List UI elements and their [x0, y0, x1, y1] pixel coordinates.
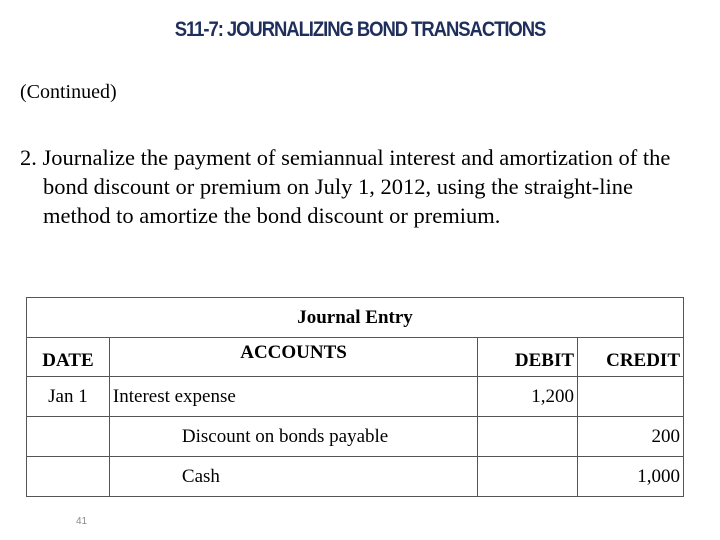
table-row [27, 417, 684, 457]
table-header-row [27, 338, 684, 377]
instruction-text: 2. Journalize the payment of semiannual interest and amortization of the bond discount or premium on July 1, 2012, using the straight-line method to amortize the bond discount or premium. [20, 145, 671, 228]
row-credit: 200 [578, 417, 684, 457]
row-account: Interest expense [109, 377, 477, 417]
slide-title: S11-7: JOURNALIZING BOND TRANSACTIONS [174, 18, 546, 41]
header-date: DATE [27, 338, 110, 377]
row-account: Discount on bonds payable [109, 417, 477, 457]
table-caption-row [27, 298, 684, 338]
table-row [27, 457, 684, 497]
header-credit: CREDIT [578, 338, 684, 377]
row-debit: 1,200 [478, 377, 578, 417]
continued-label: (Continued) [20, 81, 117, 103]
row-date: Jan 1 [27, 377, 110, 417]
row-credit: 1,000 [578, 457, 684, 497]
row-date [27, 457, 110, 497]
row-account: Cash [109, 457, 477, 497]
header-accounts: ACCOUNTS [109, 338, 477, 377]
journal-entry-table [26, 297, 684, 497]
row-date [27, 417, 110, 457]
row-credit [578, 377, 684, 417]
row-debit [478, 457, 578, 497]
table-row [27, 377, 684, 417]
page-number: 41 [76, 516, 88, 527]
table-caption: Journal Entry [27, 298, 684, 338]
row-debit [478, 417, 578, 457]
header-debit: DEBIT [478, 338, 578, 377]
